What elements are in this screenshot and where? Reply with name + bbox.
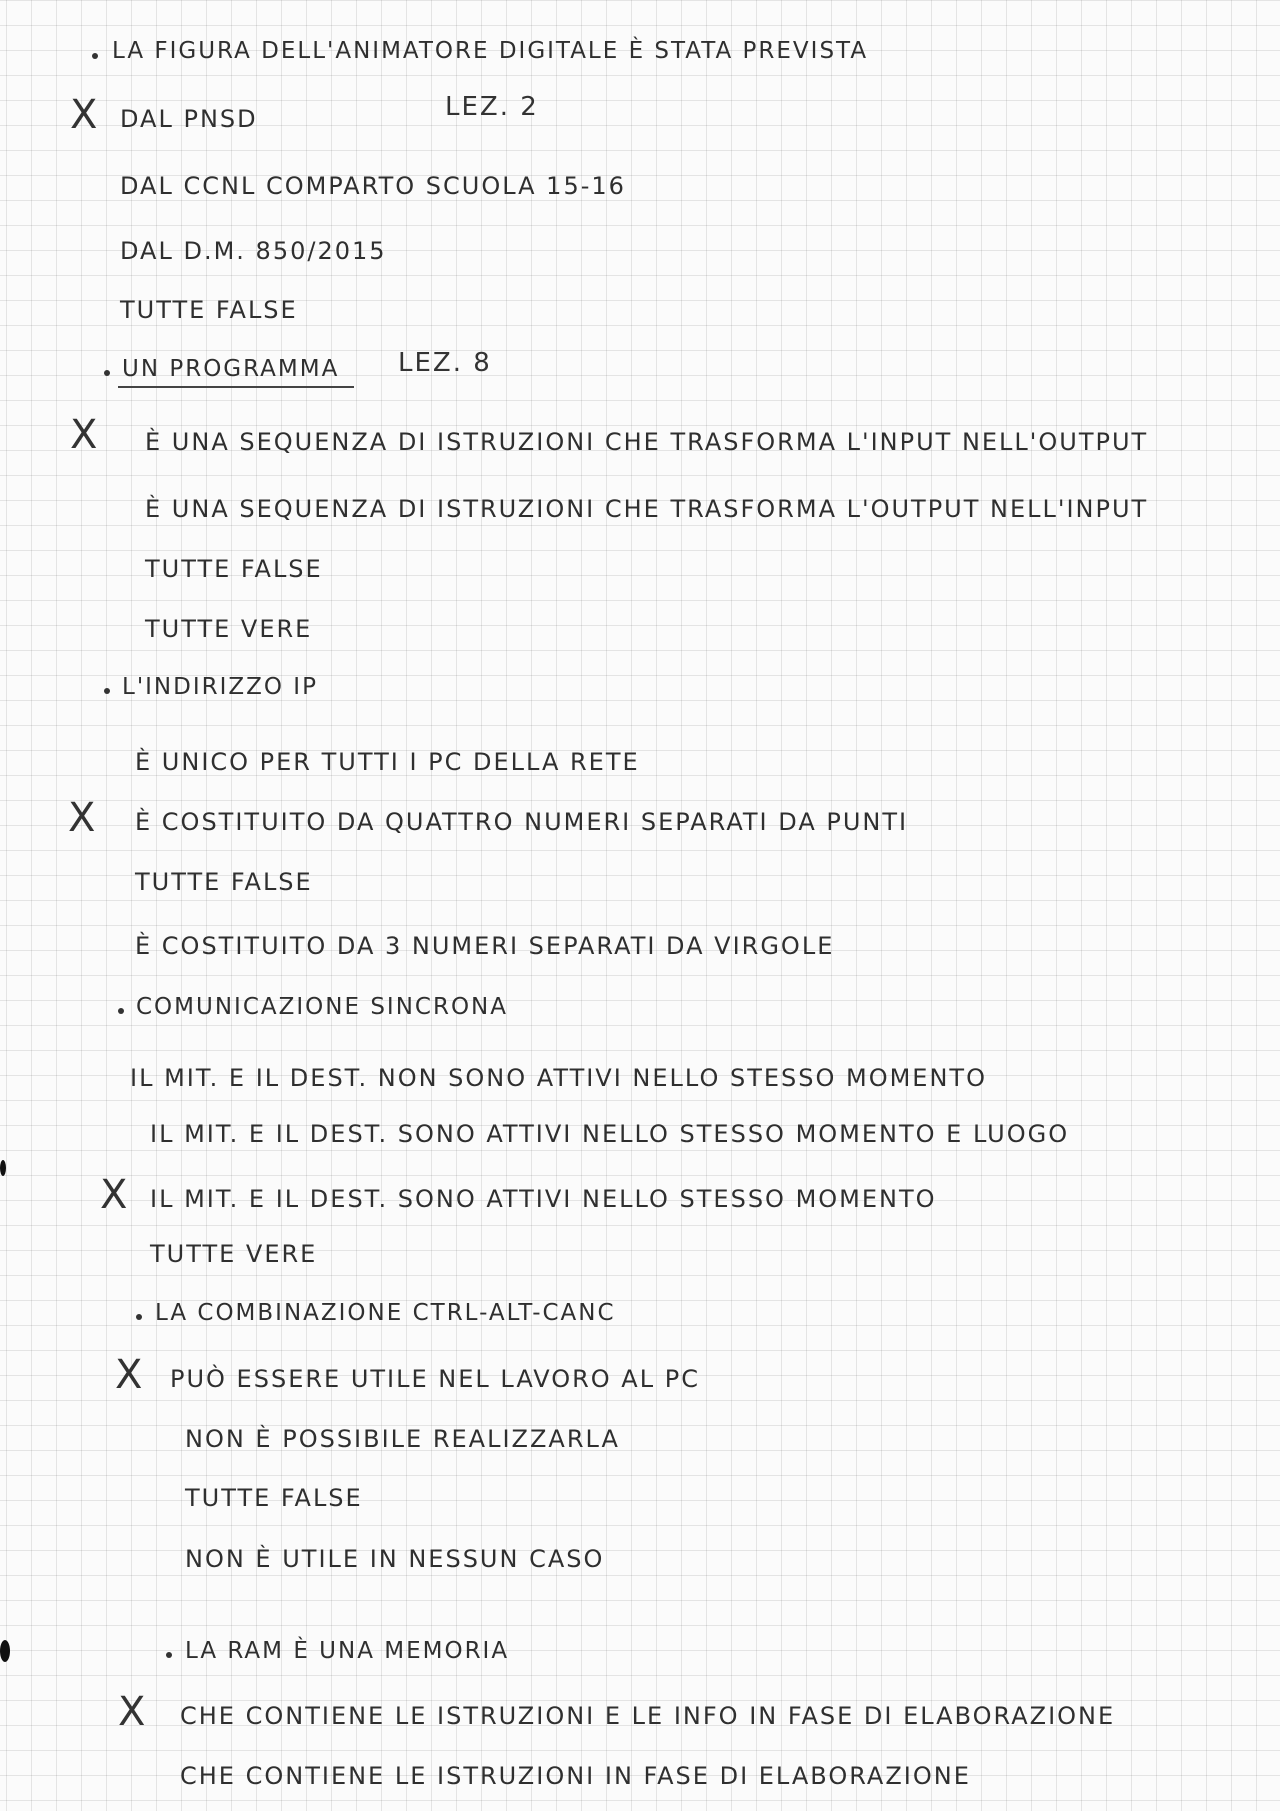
title-underline [118,386,354,388]
answer-mark: X [100,1172,128,1218]
answer-option: DAL PNSD [120,105,258,133]
answer-option: IL MIT. E IL DEST. SONO ATTIVI NELLO STESSO MOMENTO [150,1185,937,1213]
lesson-note: LEZ. 2 [445,92,539,122]
question-title: LA FIGURA DELL'ANIMATORE DIGITALE È STATA PREVISTA [112,38,869,64]
answer-option: TUTTE FALSE [120,296,298,324]
question-bullet [104,688,110,694]
answer-option: CHE CONTIENE LE ISTRUZIONI E LE INFO IN FASE DI ELABORAZIONE [180,1702,1116,1730]
answer-option: IL MIT. E IL DEST. SONO ATTIVI NELLO STESSO MOMENTO E LUOGO [150,1120,1070,1148]
question-bullet [166,1652,172,1658]
answer-option: NON È UTILE IN NESSUN CASO [185,1545,605,1573]
answer-mark: X [70,92,98,138]
answer-mark: X [115,1352,143,1398]
edge-mark [0,1640,10,1662]
answer-option: TUTTE VERE [150,1240,318,1268]
answer-option: TUTTE FALSE [135,868,313,896]
answer-option: È UNA SEQUENZA DI ISTRUZIONI CHE TRASFORMA L'OUTPUT NELL'INPUT [145,495,1149,523]
question-bullet [136,1314,142,1320]
answer-option: È COSTITUITO DA QUATTRO NUMERI SEPARATI DA PUNTI [135,808,909,836]
question-bullet [118,1008,124,1014]
answer-mark: X [118,1689,146,1735]
question-title: L'INDIRIZZO IP [122,674,318,700]
answer-option: È UNA SEQUENZA DI ISTRUZIONI CHE TRASFORMA L'INPUT NELL'OUTPUT [145,428,1149,456]
question-title: UN PROGRAMMA [122,356,340,382]
answer-option: CHE CONTIENE LE ISTRUZIONI IN FASE DI ELABORAZIONE [180,1762,971,1790]
question-bullet [92,53,98,59]
question-bullet [104,370,110,376]
answer-option: TUTTE VERE [145,615,313,643]
answer-option: DAL D.M. 850/2015 [120,237,387,265]
answer-option: È UNICO PER TUTTI I PC DELLA RETE [135,748,640,776]
answer-option: È COSTITUITO DA 3 NUMERI SEPARATI DA VIRGOLE [135,932,835,960]
question-title: COMUNICAZIONE SINCRONA [136,994,508,1020]
answer-mark: X [68,795,96,841]
question-title: LA RAM È UNA MEMORIA [185,1638,510,1664]
answer-option: IL MIT. E IL DEST. NON SONO ATTIVI NELLO STESSO MOMENTO [130,1064,987,1092]
answer-option: TUTTE FALSE [185,1484,363,1512]
answer-option: NON È POSSIBILE REALIZZARLA [185,1425,620,1453]
question-title: LA COMBINAZIONE CTRL-ALT-CANC [155,1300,616,1326]
answer-option: PUÒ ESSERE UTILE NEL LAVORO AL PC [170,1365,700,1393]
edge-mark [0,1160,6,1176]
answer-mark: X [70,412,98,458]
lesson-note: LEZ. 8 [398,348,492,378]
answer-option: TUTTE FALSE [145,555,323,583]
answer-option: DAL CCNL COMPARTO SCUOLA 15-16 [120,172,626,200]
